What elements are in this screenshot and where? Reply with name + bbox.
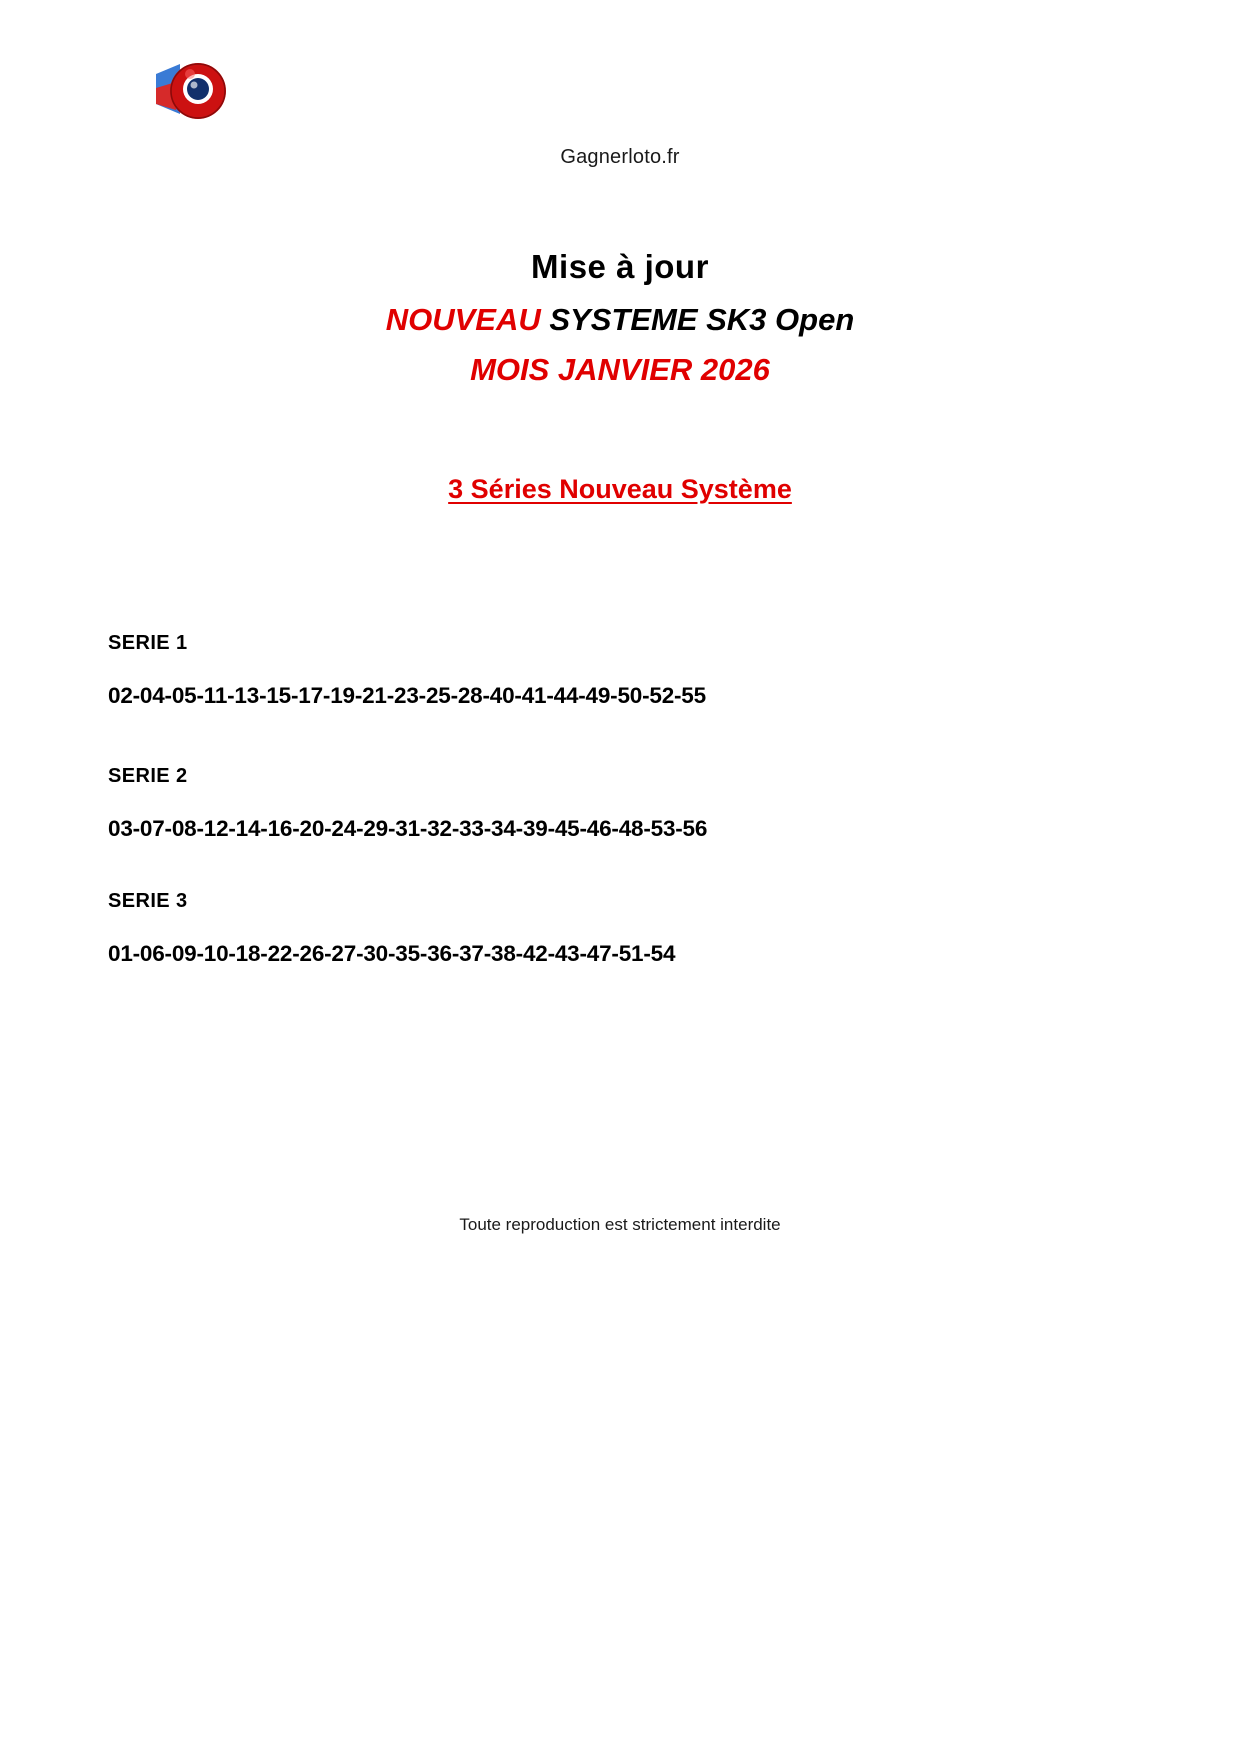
series-numbers: 02-04-05-11-13-15-17-19-21-23-25-28-40-41-44-49-50-52-55 — [108, 683, 706, 708]
series-area — [108, 632, 1138, 1013]
system-title-rest: SYSTEME SK3 Open — [540, 302, 855, 337]
series-block — [108, 765, 1138, 842]
page-title: Mise à jour — [531, 248, 709, 285]
series-label: SERIE 1 — [108, 632, 188, 654]
loto-ball-logo-icon — [150, 58, 232, 128]
site-name: Gagnerloto.fr — [560, 146, 680, 168]
series-numbers: 03-07-08-12-14-16-20-24-29-31-32-33-34-39-45-46-48-53-56 — [108, 816, 708, 841]
series-label: SERIE 2 — [108, 765, 188, 787]
period-title: MOIS JANVIER 2026 — [470, 352, 770, 387]
title-block — [0, 248, 1240, 388]
system-title — [0, 302, 1240, 338]
series-block — [108, 890, 1138, 967]
series-label: SERIE 3 — [108, 890, 188, 912]
copyright-note: Toute reproduction est strictement interdite — [459, 1215, 781, 1234]
series-numbers: 01-06-09-10-18-22-26-27-30-35-36-37-38-42-43-47-51-54 — [108, 941, 676, 966]
system-title-highlight: NOUVEAU — [385, 302, 541, 337]
series-block — [108, 632, 1138, 709]
page-header — [0, 58, 1240, 168]
section-subtitle: 3 Séries Nouveau Système — [448, 474, 792, 504]
